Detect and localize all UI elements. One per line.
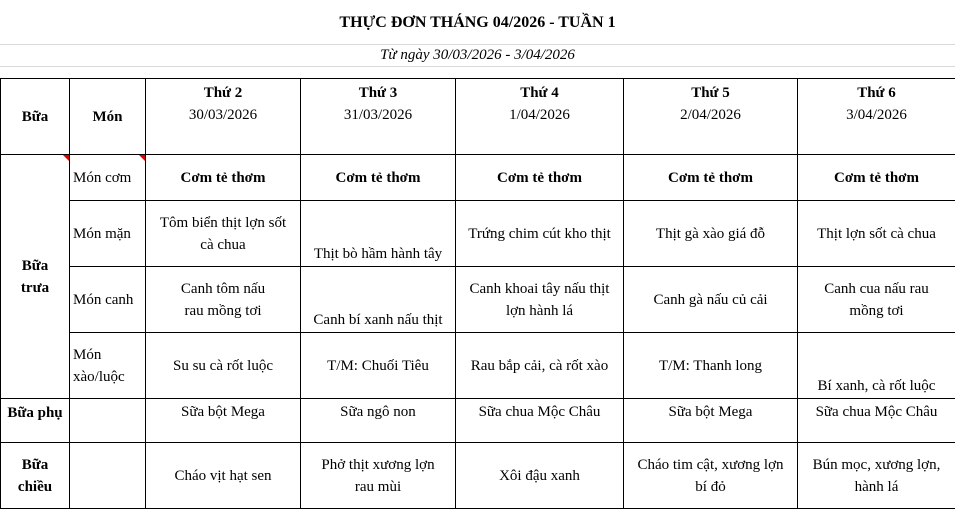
menu-cell[interactable]: Cơm tẻ thơm: [146, 155, 301, 201]
dish-header[interactable]: Món: [70, 79, 146, 155]
header-row: [1, 79, 955, 155]
menu-cell[interactable]: Cơm tẻ thơm: [301, 155, 456, 201]
menu-cell[interactable]: Canh khoai tây nấu thịt lợn hành lá: [456, 267, 624, 333]
menu-cell[interactable]: Bún mọc, xương lợn, hành lá: [798, 443, 955, 509]
lunch-main-row: [1, 201, 955, 267]
menu-cell[interactable]: Bí xanh, cà rốt luộc: [798, 333, 955, 399]
menu-cell[interactable]: T/M: Thanh long: [624, 333, 798, 399]
day-date: 1/04/2026: [456, 104, 623, 126]
day-header[interactable]: [146, 79, 301, 155]
menu-cell[interactable]: Cháo vịt hạt sen: [146, 443, 301, 509]
day-name: Thứ 3: [301, 82, 455, 104]
day-date: 2/04/2026: [624, 104, 797, 126]
menu-cell[interactable]: Canh gà nấu củ cải: [624, 267, 798, 333]
menu-cell[interactable]: Cơm tẻ thơm: [624, 155, 798, 201]
menu-cell[interactable]: Thịt lợn sốt cà chua: [798, 201, 955, 267]
dish-type-cell[interactable]: Món mặn: [70, 201, 146, 267]
day-name: Thứ 4: [456, 82, 623, 104]
menu-cell[interactable]: Xôi đậu xanh: [456, 443, 624, 509]
menu-cell[interactable]: Su su cà rốt luộc: [146, 333, 301, 399]
day-name: Thứ 6: [798, 82, 955, 104]
menu-cell[interactable]: Sữa bột Mega: [146, 399, 301, 443]
meal-header[interactable]: Bữa: [1, 79, 70, 155]
lunch-label[interactable]: Bữa trưa: [1, 155, 70, 399]
lunch-veg-row: [1, 333, 955, 399]
day-name: Thứ 2: [146, 82, 300, 104]
lunch-soup-row: [1, 267, 955, 333]
afternoon-row: [1, 443, 955, 509]
dish-type-cell[interactable]: Món canh: [70, 267, 146, 333]
menu-cell[interactable]: Cơm tẻ thơm: [456, 155, 624, 201]
menu-cell[interactable]: Sữa ngô non: [301, 399, 456, 443]
menu-cell[interactable]: Canh bí xanh nấu thịt: [301, 267, 456, 333]
menu-cell[interactable]: Rau bắp cải, cà rốt xào: [456, 333, 624, 399]
gridline: [0, 66, 955, 67]
menu-cell[interactable]: Canh cua nấu rau mồng tơi: [798, 267, 955, 333]
menu-cell[interactable]: Sữa chua Mộc Châu: [798, 399, 955, 443]
day-name: Thứ 5: [624, 82, 797, 104]
dish-type-cell[interactable]: Món xào/luộc: [70, 333, 146, 399]
snack-row: [1, 399, 955, 443]
menu-cell[interactable]: Cơm tẻ thơm: [798, 155, 955, 201]
day-header[interactable]: [624, 79, 798, 155]
dish-type-cell[interactable]: [70, 443, 146, 509]
menu-cell[interactable]: Phở thịt xương lợn rau mùi: [301, 443, 456, 509]
day-header[interactable]: [456, 79, 624, 155]
menu-cell[interactable]: Canh tôm nấu rau mồng tơi: [146, 267, 301, 333]
day-header[interactable]: [301, 79, 456, 155]
menu-cell[interactable]: Sữa bột Mega: [624, 399, 798, 443]
menu-cell[interactable]: Cháo tim cật, xương lợn bí đỏ: [624, 443, 798, 509]
menu-cell[interactable]: Sữa chua Mộc Châu: [456, 399, 624, 443]
menu-cell[interactable]: Thịt gà xào giá đỗ: [624, 201, 798, 267]
menu-cell[interactable]: Tôm biển thịt lợn sốt cà chua: [146, 201, 301, 267]
day-date: 3/04/2026: [798, 104, 955, 126]
day-date: 30/03/2026: [146, 104, 300, 126]
menu-cell[interactable]: Trứng chim cút kho thịt: [456, 201, 624, 267]
dish-type-cell[interactable]: [70, 399, 146, 443]
dish-type-cell[interactable]: Món cơm: [70, 155, 146, 201]
menu-date-range: Từ ngày 30/03/2026 - 3/04/2026: [0, 45, 955, 65]
menu-title: THỰC ĐƠN THÁNG 04/2026 - TUẦN 1: [0, 12, 955, 34]
lunch-rice-row: [1, 155, 955, 201]
day-header[interactable]: [798, 79, 955, 155]
afternoon-label[interactable]: Bữa chiều: [1, 443, 70, 509]
menu-table: [0, 78, 955, 509]
menu-cell[interactable]: Thịt bò hầm hành tây: [301, 201, 456, 267]
snack-label[interactable]: Bữa phụ: [1, 399, 70, 443]
day-date: 31/03/2026: [301, 104, 455, 126]
menu-cell[interactable]: T/M: Chuối Tiêu: [301, 333, 456, 399]
